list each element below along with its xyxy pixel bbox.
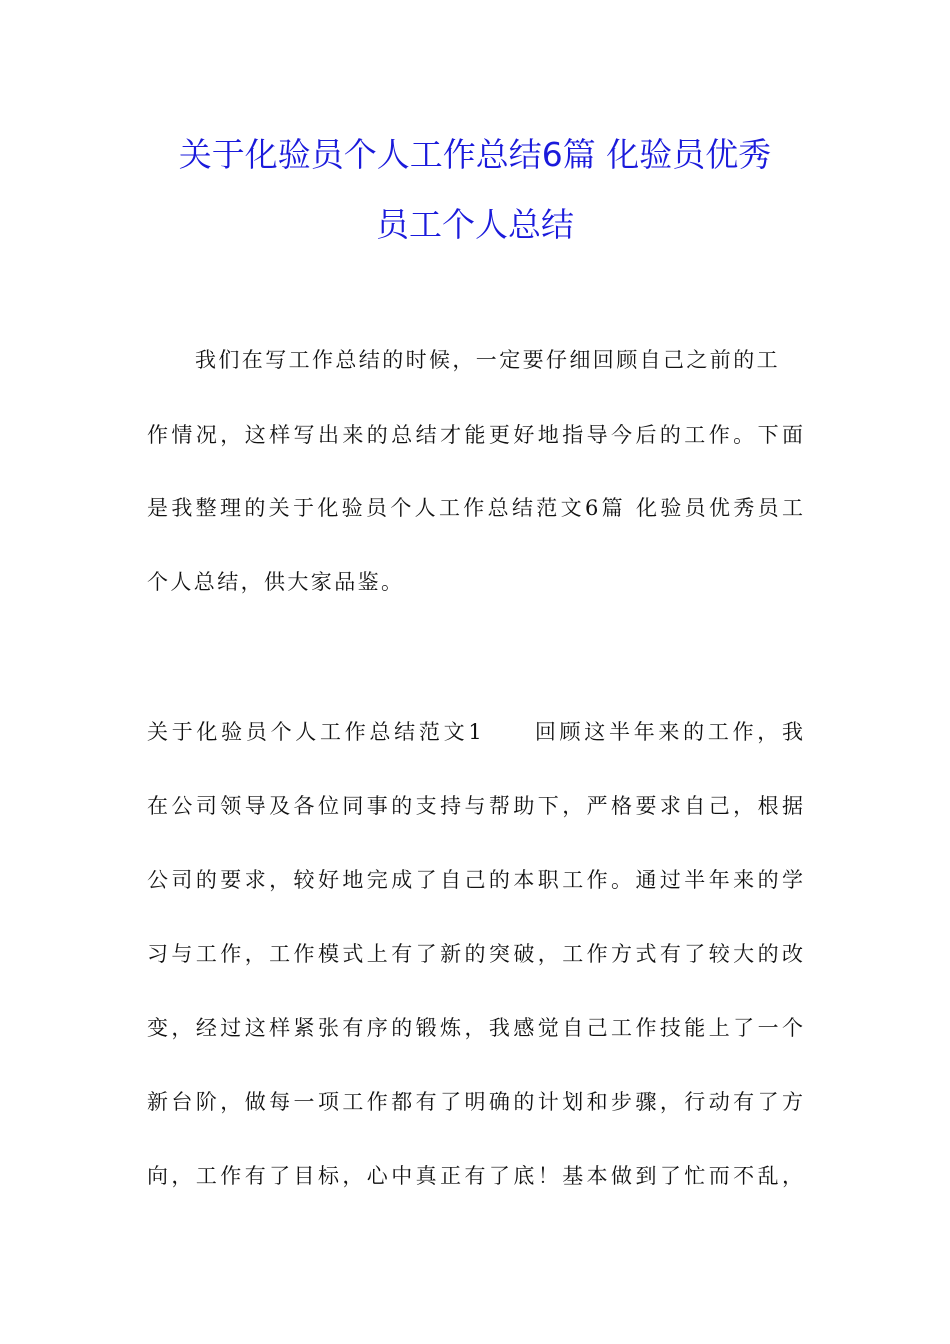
intro-line-1: 我们在写工作总结的时候，一定要仔细回顾自己之前的工	[195, 348, 780, 372]
section1-line-7: 向，工作有了目标，心中真正有了底！基本做到了忙而不乱，	[147, 1164, 803, 1188]
intro-line-3: 是我整理的关于化验员个人工作总结范文6篇 化验员优秀员工	[147, 496, 803, 520]
intro-line-2: 作情况，这样写出来的总结才能更好地指导今后的工作。下面	[147, 423, 803, 447]
document-title-line-2: 员工个人总结	[376, 205, 574, 244]
section1-line-3: 公司的要求，较好地完成了自己的本职工作。通过半年来的学	[147, 868, 803, 892]
section1-line-1: 关于化验员个人工作总结范文1 回顾这半年来的工作，我	[147, 720, 803, 744]
section1-line-2: 在公司领导及各位同事的支持与帮助下，严格要求自己，根据	[147, 794, 803, 818]
section1-line-6: 新台阶，做每一项工作都有了明确的计划和步骤，行动有了方	[147, 1090, 803, 1114]
section1-line-5: 变，经过这样紧张有序的锻炼，我感觉自己工作技能上了一个	[147, 1016, 803, 1040]
intro-line-4: 个人总结，供大家品鉴。	[147, 570, 405, 594]
section1-line-4: 习与工作，工作模式上有了新的突破，工作方式有了较大的改	[147, 942, 803, 966]
document-title-line-1: 关于化验员个人工作总结6篇 化验员优秀	[178, 135, 772, 174]
